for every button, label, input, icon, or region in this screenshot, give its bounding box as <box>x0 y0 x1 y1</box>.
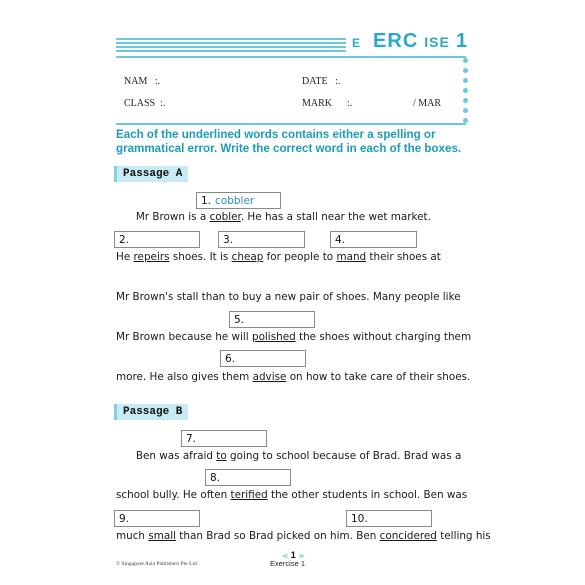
header-frame-bottom <box>116 123 466 125</box>
passage-a-line-2: He repeirs shoes. It is cheap for people to mand their shoes at <box>116 251 441 263</box>
passage-b-line-1: Ben was afraid to going to school because of Brad. Brad was a <box>135 450 462 462</box>
answer-box-3[interactable]: 3. <box>218 231 305 248</box>
answer-box-10[interactable]: 10. <box>346 510 432 527</box>
passage-b-label: Passage B <box>114 404 188 420</box>
header-dots <box>461 58 471 128</box>
passage-a-line-1: Mr Brown is a cobler. He has a stall near the wet market. <box>135 211 431 223</box>
passage-b-line-3: much small than Brad so Brad picked on him. Ben concidered telling his <box>116 530 491 542</box>
marks-label: MARK :. <box>302 98 353 109</box>
chevrons-left-icon: ≪ <box>282 554 289 560</box>
publisher-credit: © Singapore Asia Publishers Pte Ltd <box>116 561 197 567</box>
header-frame-top <box>116 56 466 58</box>
chevrons-right-icon: ≫ <box>298 554 305 560</box>
answer-box-4[interactable]: 4. <box>330 231 417 248</box>
marks-total: / MAR <box>413 98 442 109</box>
instructions: Each of the underlined words contains either a spelling or grammatical error. Write the correct word in each of the boxes. <box>116 128 462 155</box>
passage-a-line-5: more. He also gives them advise on how to take care of their shoes. <box>116 371 471 383</box>
exercise-title: E ERC ISE 1 <box>352 30 468 52</box>
page-number: ≪ 1 ≫ <box>282 550 305 560</box>
passage-a-label: Passage A <box>114 166 188 182</box>
class-label: CLASS :. <box>124 98 166 109</box>
name-label: NAM :. <box>124 76 161 87</box>
date-label: DATE :. <box>302 76 341 87</box>
passage-a-line-4: Mr Brown because he will polished the shoes without charging them <box>116 331 472 343</box>
passage-b-line-2: school bully. He often terified the other students in school. Ben was <box>116 489 468 501</box>
header-stripes <box>116 38 346 56</box>
answer-box-8[interactable]: 8. <box>205 469 291 486</box>
exercise-footer-label: Exercise 1 <box>270 559 306 568</box>
answer-box-2[interactable]: 2. <box>114 231 200 248</box>
answer-box-6[interactable]: 6. <box>220 350 306 367</box>
answer-box-7[interactable]: 7. <box>181 430 267 447</box>
answer-box-5[interactable]: 5. <box>229 311 315 328</box>
passage-a-line-3: Mr Brown's stall than to buy a new pair of shoes. Many people like <box>116 291 461 303</box>
answer-box-1[interactable]: 1. cobbler <box>196 192 281 209</box>
underlined-word: cobler <box>209 211 241 223</box>
answer-box-9[interactable]: 9. <box>114 510 200 527</box>
